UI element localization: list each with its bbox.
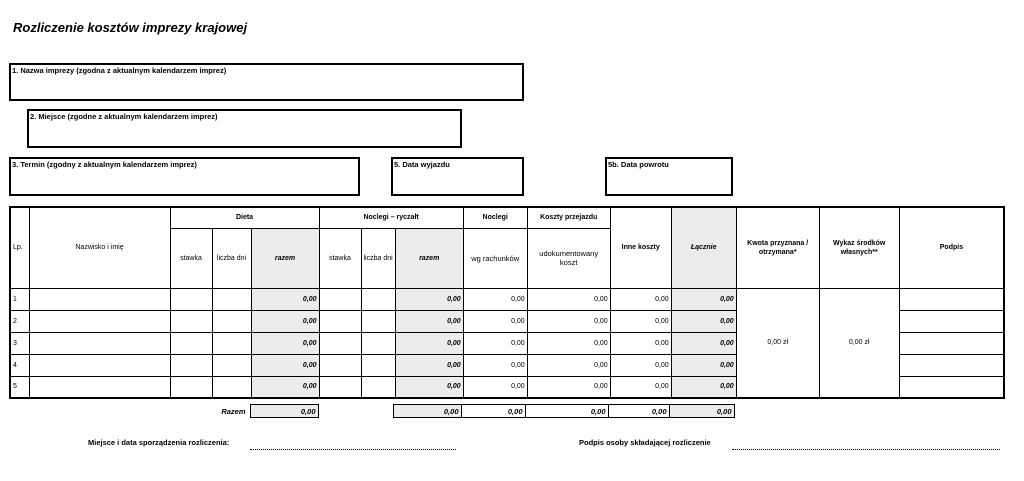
noclegi-stawka-header: stawka bbox=[319, 228, 361, 288]
row-name-cell[interactable] bbox=[29, 332, 170, 354]
row-noclegi[interactable]: 0,00 bbox=[463, 354, 527, 376]
total-dieta: 0,00 bbox=[250, 405, 318, 418]
row-inne[interactable]: 0,00 bbox=[610, 288, 671, 310]
total-noclegi-ryczalt: 0,00 bbox=[393, 405, 461, 418]
event-name-field[interactable] bbox=[9, 63, 524, 101]
totals-label: Razem bbox=[221, 406, 246, 416]
row-noclegi-liczba-cell[interactable] bbox=[361, 354, 395, 376]
udokumentowany-header: udokumentowany koszt bbox=[527, 228, 610, 288]
row-lacznie: 0,00 bbox=[671, 332, 736, 354]
row-podpis-cell[interactable] bbox=[899, 376, 1004, 398]
row-lacznie: 0,00 bbox=[671, 376, 736, 398]
dieta-liczba-dni-header: liczba dni bbox=[212, 228, 251, 288]
row-inne[interactable]: 0,00 bbox=[610, 354, 671, 376]
row-przejazd[interactable]: 0,00 bbox=[527, 376, 610, 398]
place-date-line[interactable] bbox=[250, 449, 456, 450]
row-dieta-liczba-cell[interactable] bbox=[212, 310, 251, 332]
row-noclegi-razem: 0,00 bbox=[395, 376, 463, 398]
row-podpis-cell[interactable] bbox=[899, 332, 1004, 354]
event-place-label: 2. Miejsce (zgodne z aktualnym kalendarzem imprez) bbox=[30, 112, 218, 121]
kwota-value[interactable]: 0,00 zł bbox=[736, 288, 819, 398]
row-noclegi-razem: 0,00 bbox=[395, 354, 463, 376]
table-row bbox=[10, 288, 1004, 310]
row-inne[interactable]: 0,00 bbox=[610, 376, 671, 398]
podpis-header: Podpis bbox=[899, 207, 1004, 288]
row-noclegi[interactable]: 0,00 bbox=[463, 376, 527, 398]
row-przejazd[interactable]: 0,00 bbox=[527, 288, 610, 310]
row-noclegi[interactable]: 0,00 bbox=[463, 310, 527, 332]
name-header: Nazwisko i imię bbox=[29, 207, 170, 288]
row-noclegi-stawka-cell[interactable] bbox=[319, 376, 361, 398]
row-noclegi-stawka-cell[interactable] bbox=[319, 332, 361, 354]
noclegi-razem-header: razem bbox=[395, 228, 463, 288]
return-date-field[interactable] bbox=[605, 157, 733, 196]
page-title: Rozliczenie kosztów imprezy krajowej bbox=[13, 20, 248, 35]
event-term-field[interactable] bbox=[9, 157, 360, 196]
row-dieta-stawka-cell[interactable] bbox=[170, 332, 212, 354]
row-lp: 4 bbox=[10, 354, 29, 376]
row-dieta-stawka-cell[interactable] bbox=[170, 376, 212, 398]
noclegi-header: Noclegi bbox=[463, 207, 527, 228]
row-dieta-stawka-cell[interactable] bbox=[170, 310, 212, 332]
event-name-label: 1. Nazwa imprezy (zgodna z aktualnym kalendarzem imprez) bbox=[12, 66, 227, 75]
row-noclegi[interactable]: 0,00 bbox=[463, 332, 527, 354]
row-noclegi-razem: 0,00 bbox=[395, 288, 463, 310]
row-dieta-razem: 0,00 bbox=[251, 376, 319, 398]
signature-line[interactable] bbox=[732, 449, 1000, 450]
dieta-header: Dieta bbox=[170, 207, 319, 228]
signature-label: Podpis osoby składającej rozliczenie bbox=[579, 438, 711, 447]
event-term-label: 3. Termin (zgodny z aktualnym kalendarzem imprez) bbox=[12, 160, 197, 169]
row-name-cell[interactable] bbox=[29, 376, 170, 398]
lp-header: Lp. bbox=[10, 207, 29, 288]
row-name-cell[interactable] bbox=[29, 310, 170, 332]
row-lacznie: 0,00 bbox=[671, 354, 736, 376]
row-noclegi-stawka-cell[interactable] bbox=[319, 288, 361, 310]
noclegi-ryczalt-header: Noclegi – ryczałt bbox=[319, 207, 463, 228]
totals-row bbox=[9, 404, 735, 418]
row-podpis-cell[interactable] bbox=[899, 288, 1004, 310]
row-inne[interactable]: 0,00 bbox=[610, 332, 671, 354]
place-date-label: Miejsce i data sporządzenia rozliczenia: bbox=[88, 438, 230, 447]
row-dieta-razem: 0,00 bbox=[251, 354, 319, 376]
row-przejazd[interactable]: 0,00 bbox=[527, 354, 610, 376]
row-przejazd[interactable]: 0,00 bbox=[527, 310, 610, 332]
total-noclegi: 0,00 bbox=[461, 405, 525, 418]
kwota-header: Kwota przyznana / otrzymana* bbox=[736, 207, 819, 288]
row-podpis-cell[interactable] bbox=[899, 310, 1004, 332]
row-lp: 1 bbox=[10, 288, 29, 310]
wg-rachunkow-header: wg rachunków bbox=[463, 228, 527, 288]
departure-date-label: 5. Data wyjazdu bbox=[394, 160, 450, 169]
departure-date-field[interactable] bbox=[391, 157, 524, 196]
row-name-cell[interactable] bbox=[29, 288, 170, 310]
return-date-label: 5b. Data powrotu bbox=[608, 160, 669, 169]
row-lacznie: 0,00 bbox=[671, 288, 736, 310]
noclegi-liczba-dni-header: liczba dni bbox=[361, 228, 395, 288]
row-lp: 2 bbox=[10, 310, 29, 332]
row-podpis-cell[interactable] bbox=[899, 354, 1004, 376]
row-dieta-razem: 0,00 bbox=[251, 310, 319, 332]
row-noclegi-stawka-cell[interactable] bbox=[319, 354, 361, 376]
event-place-field[interactable] bbox=[27, 109, 462, 148]
wykaz-header: Wykaz środków własnych** bbox=[819, 207, 899, 288]
row-dieta-stawka-cell[interactable] bbox=[170, 288, 212, 310]
row-lp: 3 bbox=[10, 332, 29, 354]
row-dieta-liczba-cell[interactable] bbox=[212, 376, 251, 398]
wykaz-value[interactable]: 0,00 zł bbox=[819, 288, 899, 398]
row-lp: 5 bbox=[10, 376, 29, 398]
dieta-stawka-header: stawka bbox=[170, 228, 212, 288]
row-dieta-stawka-cell[interactable] bbox=[170, 354, 212, 376]
row-name-cell[interactable] bbox=[29, 354, 170, 376]
inne-koszty-header: Inne koszty bbox=[610, 207, 671, 288]
row-lacznie: 0,00 bbox=[671, 310, 736, 332]
row-dieta-liczba-cell[interactable] bbox=[212, 354, 251, 376]
row-inne[interactable]: 0,00 bbox=[610, 310, 671, 332]
row-noclegi-razem: 0,00 bbox=[395, 310, 463, 332]
row-noclegi-liczba-cell[interactable] bbox=[361, 288, 395, 310]
row-noclegi-razem: 0,00 bbox=[395, 332, 463, 354]
total-inne: 0,00 bbox=[608, 405, 669, 418]
row-dieta-liczba-cell[interactable] bbox=[212, 288, 251, 310]
cost-table bbox=[9, 206, 1005, 399]
dieta-razem-header: razem bbox=[251, 228, 319, 288]
lacznie-header: Łącznie bbox=[671, 207, 736, 288]
row-dieta-razem: 0,00 bbox=[251, 332, 319, 354]
total-lacznie: 0,00 bbox=[669, 405, 734, 418]
total-przejazd: 0,00 bbox=[525, 405, 608, 418]
row-dieta-razem: 0,00 bbox=[251, 288, 319, 310]
row-noclegi-liczba-cell[interactable] bbox=[361, 332, 395, 354]
row-dieta-liczba-cell[interactable] bbox=[212, 332, 251, 354]
row-noclegi-liczba-cell[interactable] bbox=[361, 310, 395, 332]
row-noclegi-stawka-cell[interactable] bbox=[319, 310, 361, 332]
koszty-przejazdu-header: Koszty przejazdu bbox=[527, 207, 610, 228]
row-noclegi-liczba-cell[interactable] bbox=[361, 376, 395, 398]
row-przejazd[interactable]: 0,00 bbox=[527, 332, 610, 354]
row-noclegi[interactable]: 0,00 bbox=[463, 288, 527, 310]
